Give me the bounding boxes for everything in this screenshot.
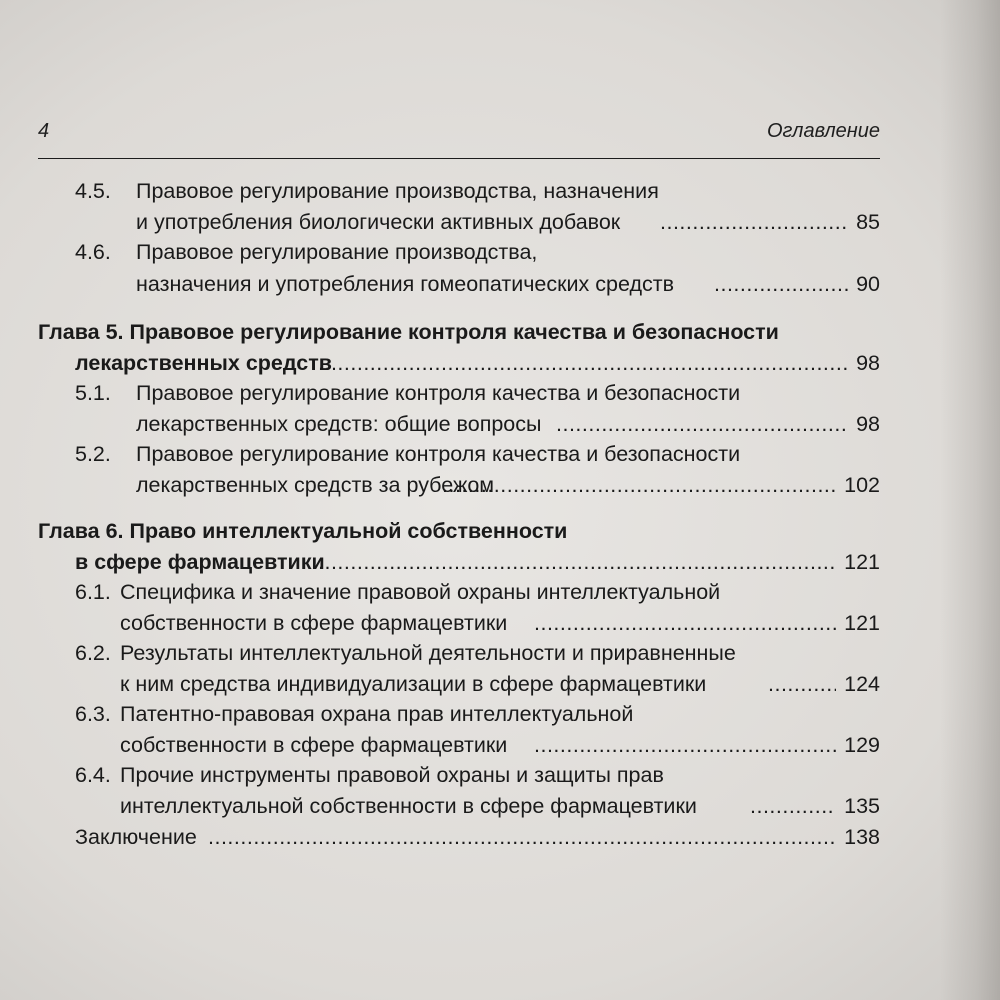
dot-leader bbox=[750, 791, 836, 821]
toc-entry-title-cont: собственности в сфере фармацевтики bbox=[120, 733, 508, 757]
toc-entry-title-cont: собственности в сфере фармацевтики bbox=[120, 611, 508, 635]
toc-page-number: 138 bbox=[844, 825, 880, 849]
toc-entry-title: Правовое регулирование производства, bbox=[136, 240, 538, 264]
toc-chapter-title: Глава 5. Правовое регулирование контроля качества и безопасности bbox=[38, 320, 779, 344]
toc-chapter-title-cont: лекарственных средств bbox=[75, 351, 332, 375]
toc-page-number: 98 bbox=[856, 412, 880, 436]
dot-leader bbox=[208, 822, 836, 852]
toc-entry-title: Прочие инструменты правовой охраны и защиты прав bbox=[120, 763, 664, 787]
toc-entry-number: 4.5. bbox=[75, 179, 111, 203]
toc-entry-title-cont: и употребления биологически активных добавок bbox=[136, 210, 621, 234]
toc-entry-title-cont: к ним средства индивидуализации в сфере фармацевтики bbox=[120, 672, 707, 696]
toc-entry-number: 6.3. bbox=[75, 702, 111, 726]
running-header bbox=[38, 118, 880, 159]
toc-entry-title-cont: лекарственных средств за рубежом bbox=[136, 473, 495, 497]
toc-entry-number: 6.1. bbox=[75, 580, 111, 604]
dot-leader bbox=[534, 730, 836, 760]
toc-page-number: 135 bbox=[844, 794, 880, 818]
toc-entry-number: 6.2. bbox=[75, 641, 111, 665]
running-title: Оглавление bbox=[766, 120, 880, 142]
toc-page-number: 90 bbox=[856, 272, 880, 296]
toc-chapter-title-cont: в сфере фармацевтики bbox=[75, 550, 325, 574]
page-number: 4 bbox=[38, 120, 50, 142]
toc-entry-title-cont: назначения и употребления гомеопатических средств bbox=[136, 272, 675, 296]
toc-entry-number: 4.6. bbox=[75, 240, 111, 264]
toc-entry-title: Специфика и значение правовой охраны интеллектуальной bbox=[120, 580, 721, 604]
toc-page-number: 121 bbox=[844, 550, 880, 574]
dot-leader bbox=[318, 547, 836, 577]
toc-entry-title-cont: лекарственных средств: общие вопросы bbox=[136, 412, 542, 436]
toc-page-number: 129 bbox=[844, 733, 880, 757]
dot-leader bbox=[556, 409, 848, 439]
toc-entry-number: 6.4. bbox=[75, 763, 111, 787]
toc-entry-title: Патентно-правовая охрана прав интеллектуальной bbox=[120, 702, 634, 726]
toc-entry-title: Заключение bbox=[75, 825, 197, 849]
toc-page-number: 121 bbox=[844, 611, 880, 635]
dot-leader bbox=[442, 470, 836, 500]
dot-leader bbox=[534, 608, 836, 638]
toc-entry-title-cont: интеллектуальной собственности в сфере фармацевтики bbox=[120, 794, 697, 818]
dot-leader bbox=[318, 348, 848, 378]
dot-leader bbox=[768, 669, 836, 699]
toc-page-number: 98 bbox=[856, 351, 880, 375]
toc-entry-number: 5.1. bbox=[75, 381, 111, 405]
toc-entry-title: Правовое регулирование производства, назначения bbox=[136, 179, 659, 203]
page-edge-shadow bbox=[940, 0, 1000, 1000]
toc-page-number: 124 bbox=[844, 672, 880, 696]
toc-chapter-title: Глава 6. Право интеллектуальной собственности bbox=[38, 519, 568, 543]
dot-leader bbox=[714, 269, 848, 299]
toc-entry-title: Результаты интеллектуальной деятельности и приравненные bbox=[120, 641, 736, 665]
toc-entry-title: Правовое регулирование контроля качества и безопасности bbox=[136, 381, 741, 405]
toc-page-number: 102 bbox=[844, 473, 880, 497]
toc-entry-number: 5.2. bbox=[75, 442, 111, 466]
dot-leader bbox=[660, 207, 848, 237]
toc-entry-title: Правовое регулирование контроля качества и безопасности bbox=[136, 442, 741, 466]
toc-page-number: 85 bbox=[856, 210, 880, 234]
